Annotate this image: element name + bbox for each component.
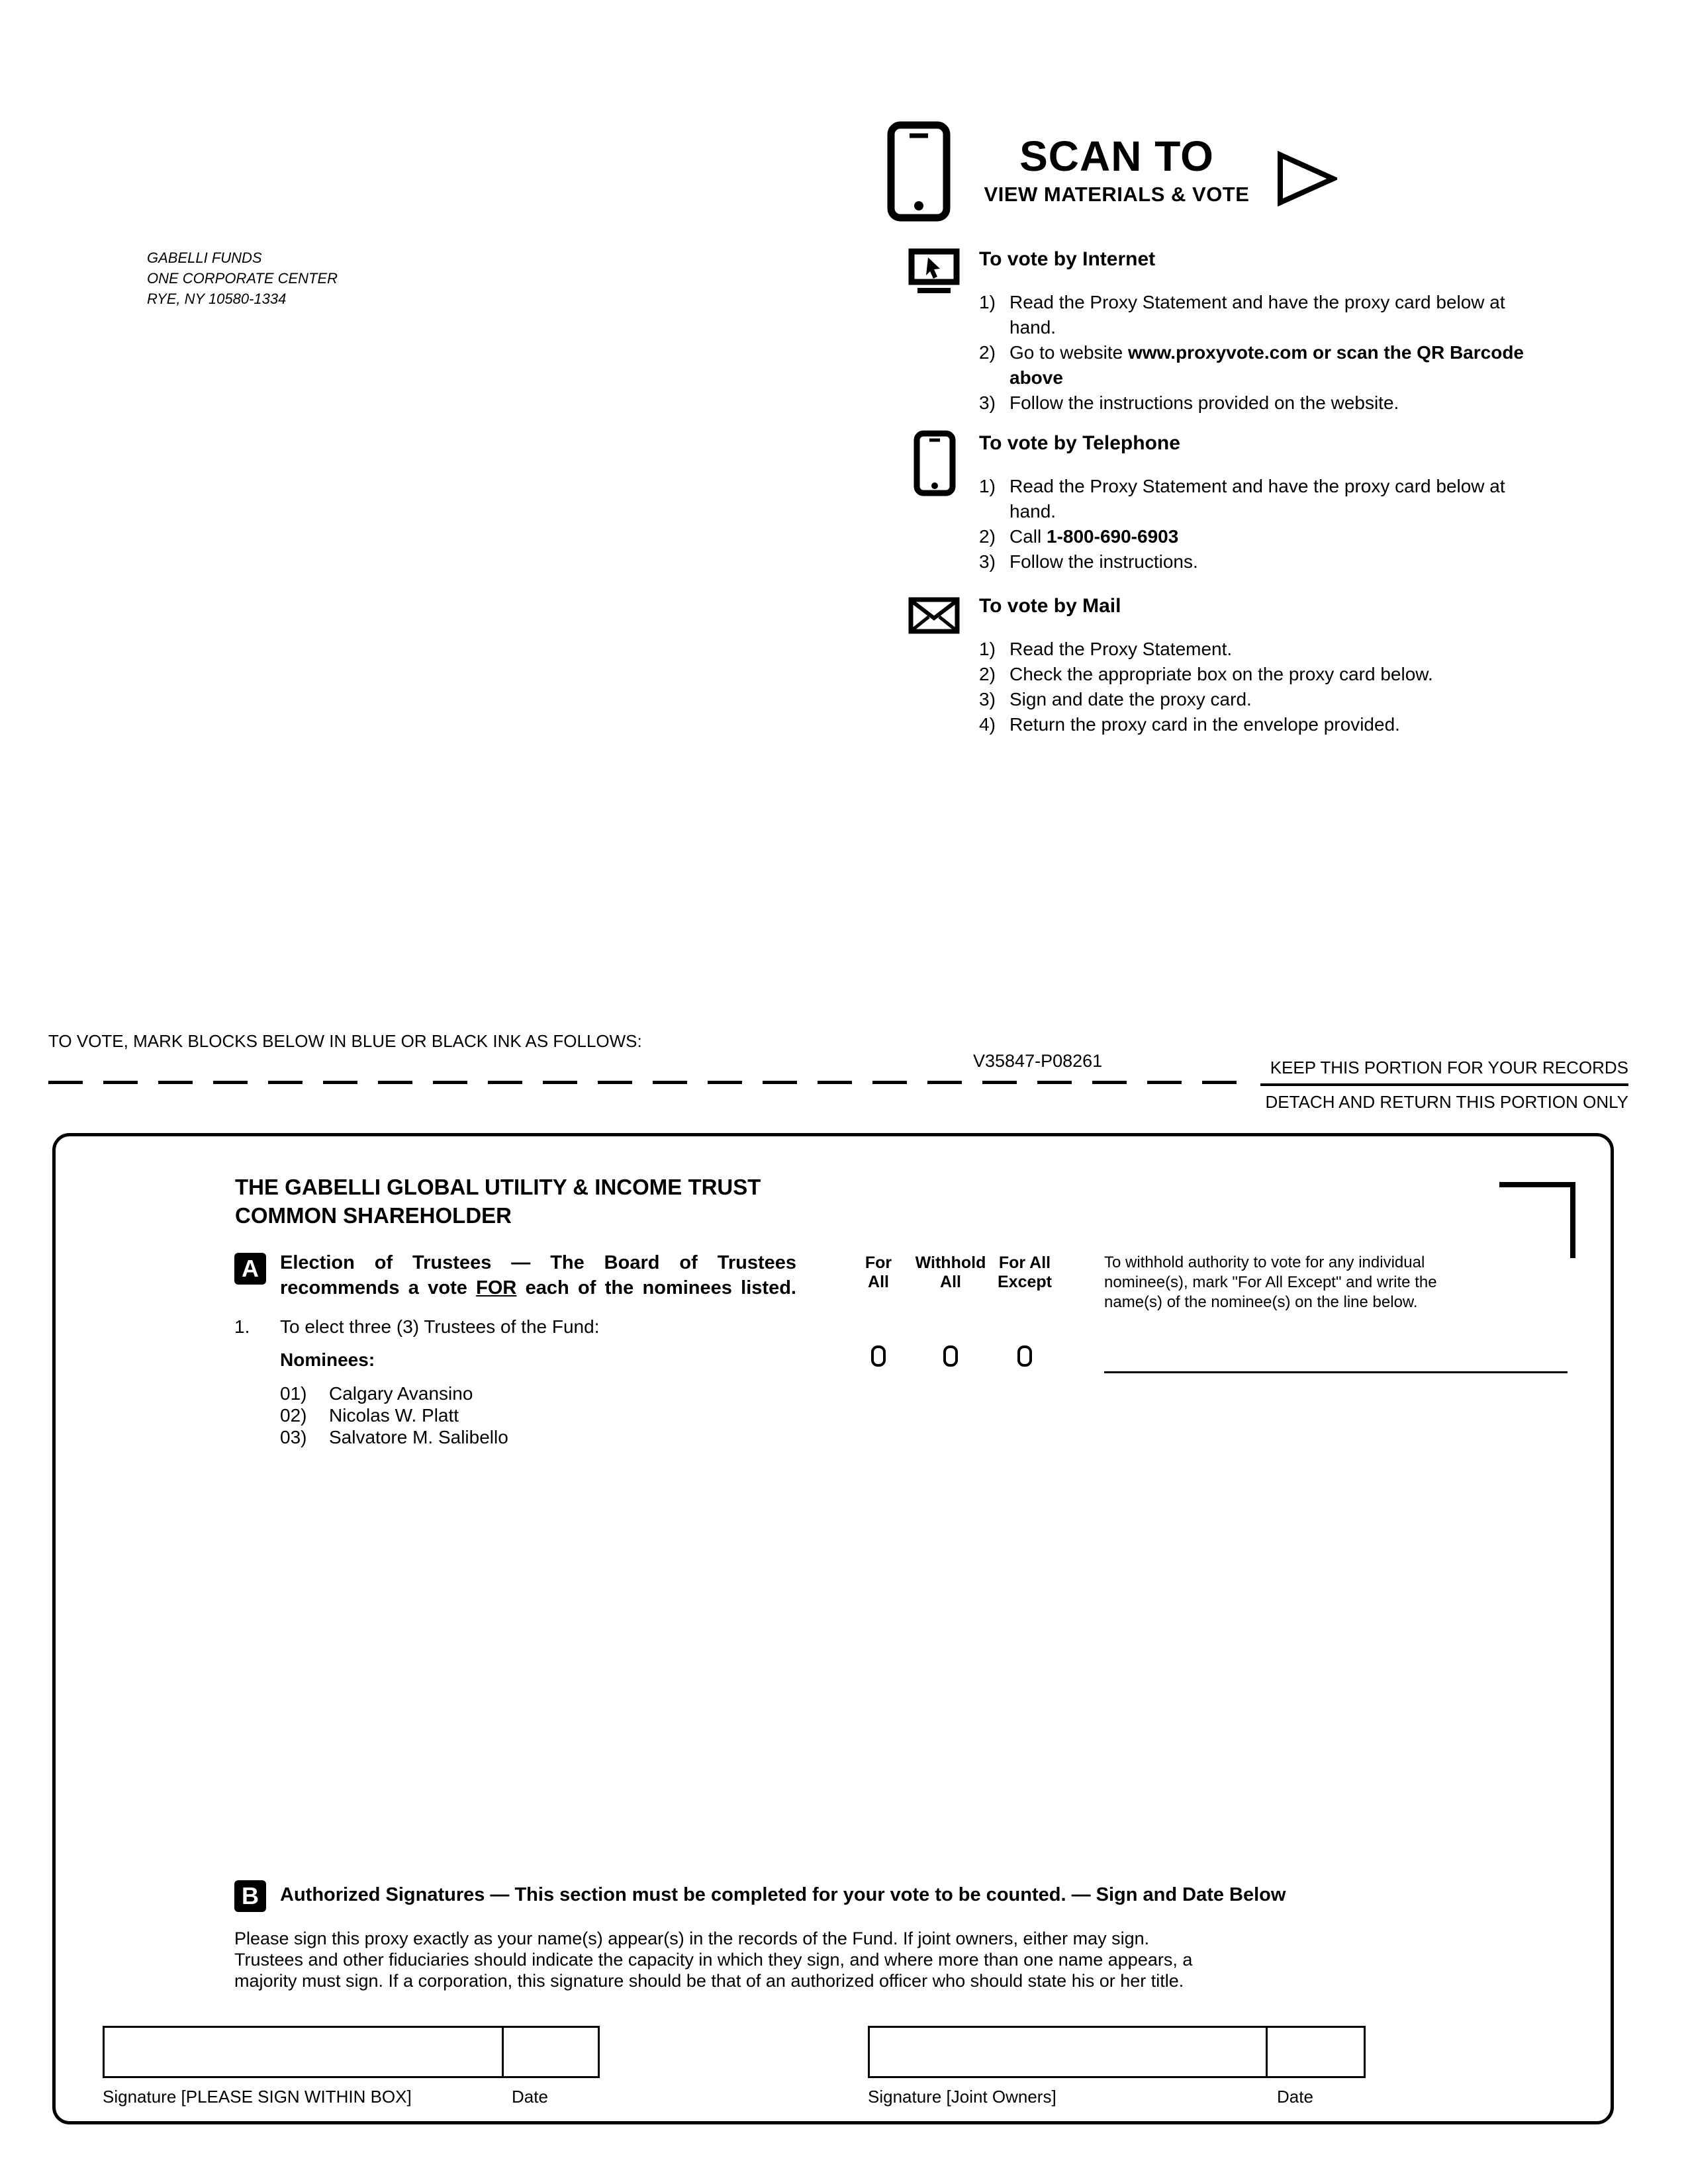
- triangle-icon: [1276, 151, 1337, 206]
- step-number: 1): [979, 476, 996, 496]
- envelope-icon: [908, 597, 960, 637]
- scan-title: SCAN TO: [1019, 132, 1214, 180]
- step-number: 2): [979, 664, 996, 684]
- nominee-name: Calgary Avansino: [329, 1383, 473, 1404]
- mark-blocks-instruction: TO VOTE, MARK BLOCKS BELOW IN BLUE OR BLACK INK AS FOLLOWS:: [48, 1031, 642, 1051]
- nominees-label: Nominees:: [280, 1349, 375, 1370]
- vote-by-telephone-section: [908, 430, 1597, 574]
- signature-instructions: Please sign this proxy exactly as your name(s) appear(s) in the records of the Fund. If joint owners, either may sign. Trustees and other fiduciaries should indicate the capacity in which they sign, and where more than one name appears, a majority must sign. If a corporation, this signature should be that of an authorized officer who should state his or her title.: [234, 1929, 1193, 1991]
- detach-dashed-line: [48, 1081, 1248, 1084]
- nominee-number: 02): [280, 1405, 307, 1426]
- telephone-step-3: [979, 549, 1597, 574]
- detach-portion-note: DETACH AND RETURN THIS PORTION ONLY: [1265, 1092, 1628, 1112]
- sender-line-3: RYE, NY 10580-1334: [147, 291, 287, 307]
- nominee-row: [280, 1383, 508, 1404]
- step-text: Read the Proxy Statement and have the proxy card below at hand.: [1009, 292, 1505, 338]
- mail-step-4: [979, 712, 1597, 737]
- fund-title-line1: THE GABELLI GLOBAL UTILITY & INCOME TRUST: [235, 1175, 761, 1199]
- proxy-ballot-card: [52, 1133, 1614, 2124]
- section-b-marker: B: [234, 1880, 266, 1912]
- mail-step-2: [979, 662, 1597, 687]
- internet-step-1: [979, 290, 1597, 340]
- step-number: 3): [979, 689, 996, 709]
- date-box-joint[interactable]: [1266, 2026, 1366, 2078]
- vote-by-internet-section: [908, 246, 1597, 416]
- vote-internet-heading: To vote by Internet: [979, 248, 1156, 270]
- checkbox-withhold-all[interactable]: [943, 1345, 958, 1367]
- step-number: 1): [979, 292, 996, 312]
- section-a-heading: Election of Trustees — The Board of Trustees recommends a vote FOR each of the nominees listed.: [280, 1252, 796, 1298]
- checkbox-for-all-except[interactable]: [1017, 1345, 1032, 1367]
- section-b-heading: Authorized Signatures — This section must be completed for your vote to be counted. — Sign and Date Below: [280, 1884, 1286, 1905]
- control-number: V35847-P08261: [973, 1051, 1103, 1071]
- section-a-marker: A: [234, 1253, 266, 1285]
- signature-primary-label: Signature [PLEASE SIGN WITHIN BOX]: [103, 2087, 412, 2107]
- sender-line-1: GABELLI FUNDS: [147, 250, 262, 266]
- nominee-number: 01): [280, 1383, 307, 1404]
- sender-line-2: ONE CORPORATE CENTER: [147, 270, 338, 287]
- column-header-withhold-all: Withhold All: [915, 1253, 986, 1291]
- proposal-text: To elect three (3) Trustees of the Fund:: [280, 1316, 600, 1337]
- telephone-step-2: [979, 524, 1597, 549]
- mail-step-1: [979, 637, 1597, 662]
- registration-corner-mark: [1499, 1182, 1575, 1258]
- step-text: Call 1-800-690-6903: [1009, 526, 1179, 547]
- step-text: Check the appropriate box on the proxy card below.: [1009, 664, 1433, 684]
- vote-by-mail-section: [908, 593, 1597, 737]
- signature-joint-label: Signature [Joint Owners]: [868, 2087, 1056, 2107]
- sender-address: [147, 248, 338, 309]
- step-text: Read the Proxy Statement.: [1009, 639, 1233, 659]
- cursor-click-icon: [908, 248, 960, 298]
- withhold-instructions: To withhold authority to vote for any individual nominee(s), mark "For All Except" and write the name(s) of the nominee(s) on the line below.: [1104, 1253, 1437, 1311]
- date-joint-label: Date: [1277, 2087, 1313, 2107]
- signature-box-primary[interactable]: [103, 2026, 504, 2078]
- nominee-name: Nicolas W. Platt: [329, 1405, 459, 1426]
- scan-banner: [968, 132, 1266, 206]
- step-text: Return the proxy card in the envelope provided.: [1009, 714, 1400, 735]
- vote-mail-heading: To vote by Mail: [979, 595, 1121, 617]
- date-box-primary[interactable]: [502, 2026, 600, 2078]
- internet-step-2: [979, 340, 1597, 390]
- mail-step-3: [979, 687, 1597, 712]
- fund-title-line2: COMMON SHAREHOLDER: [235, 1203, 512, 1228]
- step-text: Follow the instructions provided on the website.: [1009, 392, 1399, 413]
- nominee-name: Salvatore M. Salibello: [329, 1427, 508, 1447]
- step-number: 3): [979, 551, 996, 572]
- step-text: Sign and date the proxy card.: [1009, 689, 1252, 709]
- step-text: Go to website www.proxyvote.com or scan the QR Barcode above: [1009, 342, 1524, 388]
- step-number: 3): [979, 392, 996, 413]
- nominee-list: [280, 1383, 508, 1448]
- step-text: Follow the instructions.: [1009, 551, 1198, 572]
- column-header-for-all: For All: [865, 1253, 892, 1291]
- keep-portion-note: KEEP THIS PORTION FOR YOUR RECORDS: [1260, 1058, 1628, 1086]
- nominee-number: 03): [280, 1427, 307, 1447]
- proposal-number: 1.: [234, 1316, 250, 1337]
- except-writein-line[interactable]: [1104, 1355, 1568, 1373]
- vote-telephone-heading: To vote by Telephone: [979, 432, 1180, 454]
- step-number: 2): [979, 342, 996, 363]
- telephone-icon: [914, 430, 956, 500]
- telephone-step-1: [979, 474, 1597, 524]
- smartphone-icon: [887, 121, 951, 222]
- column-header-for-all-except: For All Except: [998, 1253, 1052, 1291]
- scan-subtitle: VIEW MATERIALS & VOTE: [984, 183, 1250, 206]
- step-number: 2): [979, 526, 996, 547]
- nominee-row: [280, 1404, 508, 1426]
- checkbox-for-all[interactable]: [871, 1345, 886, 1367]
- step-text: Read the Proxy Statement and have the proxy card below at hand.: [1009, 476, 1505, 522]
- step-number: 1): [979, 639, 996, 659]
- nominee-row: [280, 1426, 508, 1448]
- internet-step-3: [979, 390, 1597, 416]
- date-primary-label: Date: [512, 2087, 548, 2107]
- fund-title: [235, 1173, 761, 1230]
- step-number: 4): [979, 714, 996, 735]
- signature-box-joint[interactable]: [868, 2026, 1268, 2078]
